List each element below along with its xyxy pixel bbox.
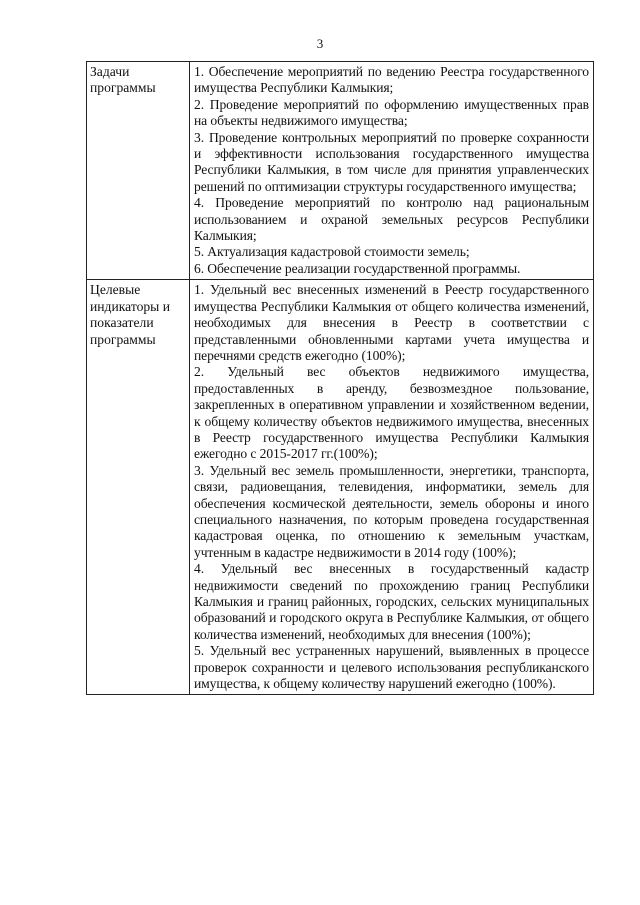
task-item-4: 4. Проведение мероприятий по контролю над рациональным использованием и охраной земельных ресурсов Республики Калмыкия;: [194, 195, 589, 244]
task-item-2: 2. Проведение мероприятий по оформлению имущественных прав на объекты недвижимого имущества;: [194, 96, 589, 129]
indicator-item-4: 4. Удельный вес внесенных в государственный кадастр недвижимости сведений по прохождению границ Республики Калмыкия и границ районных, городских, сельских муниципальных образований и городского округа в Республике Калмыкия, от общего количества изменений, необходимых для внесения (100%);: [194, 561, 589, 642]
indicator-item-1: 1. Удельный вес внесенных изменений в Реестр государственного имущества Республики Калмыкия от общего количества изменений, необходимых для внесения в Реестр в соответствии с представленными обновленными картами учета имущества и перечнями средств ежегодно (100%);: [194, 282, 589, 363]
page-number: 3: [316, 36, 324, 51]
task-item-6: 6. Обеспечение реализации государственной программы.: [194, 260, 521, 276]
table-row-tasks: [87, 62, 594, 280]
task-item-5: 5. Актуализация кадастровой стоимости земель;: [194, 244, 470, 260]
task-item-3: 3. Проведение контрольных мероприятий по проверке сохранности и эффективности использования государственного имущества Республики Калмыкия, в том числе для принятия управленческих решений по оптимизации структуры государственного имущества;: [194, 129, 589, 194]
row-content-tasks: [190, 62, 594, 280]
task-item-1: 1. Обеспечение мероприятий по ведению Реестра государственного имущества Республики Калмыкия;: [194, 64, 589, 96]
program-passport-table: [86, 61, 594, 695]
table-row-indicators: [87, 280, 594, 695]
row-label-tasks: Задачи программы: [87, 62, 190, 280]
row-label-indicators: Целевые индикаторы и показатели программы: [87, 280, 190, 695]
indicator-item-2: 2. Удельный вес объектов недвижимого имущества, предоставленных в аренду, безвозмездное пользование, закрепленных в оперативном управлении и хозяйственном ведении, к общему количеству объектов недвижимого имущества, внесенных в Реестр государственного имущества Республики Калмыкия ежегодно с 2015-2017 гг.(100%);: [194, 364, 589, 462]
row-content-indicators: [190, 280, 594, 695]
indicator-item-3: 3. Удельный вес земель промышленности, энергетики, транспорта, связи, радиовещания, телевидения, информатики, земель для обеспечения космической деятельности, земель обороны и иного специального назначения, по которым проведена государственная кадастровая оценка, по отношению к земельным участкам, учтенным в кадастре недвижимости в 2014 году (100%);: [194, 462, 589, 560]
indicator-item-5: 5. Удельный вес устраненных нарушений, выявленных в процессе проверок сохранности и целевого использования республиканского имущества, к общему количеству нарушений ежегодно (100%).: [194, 643, 589, 692]
